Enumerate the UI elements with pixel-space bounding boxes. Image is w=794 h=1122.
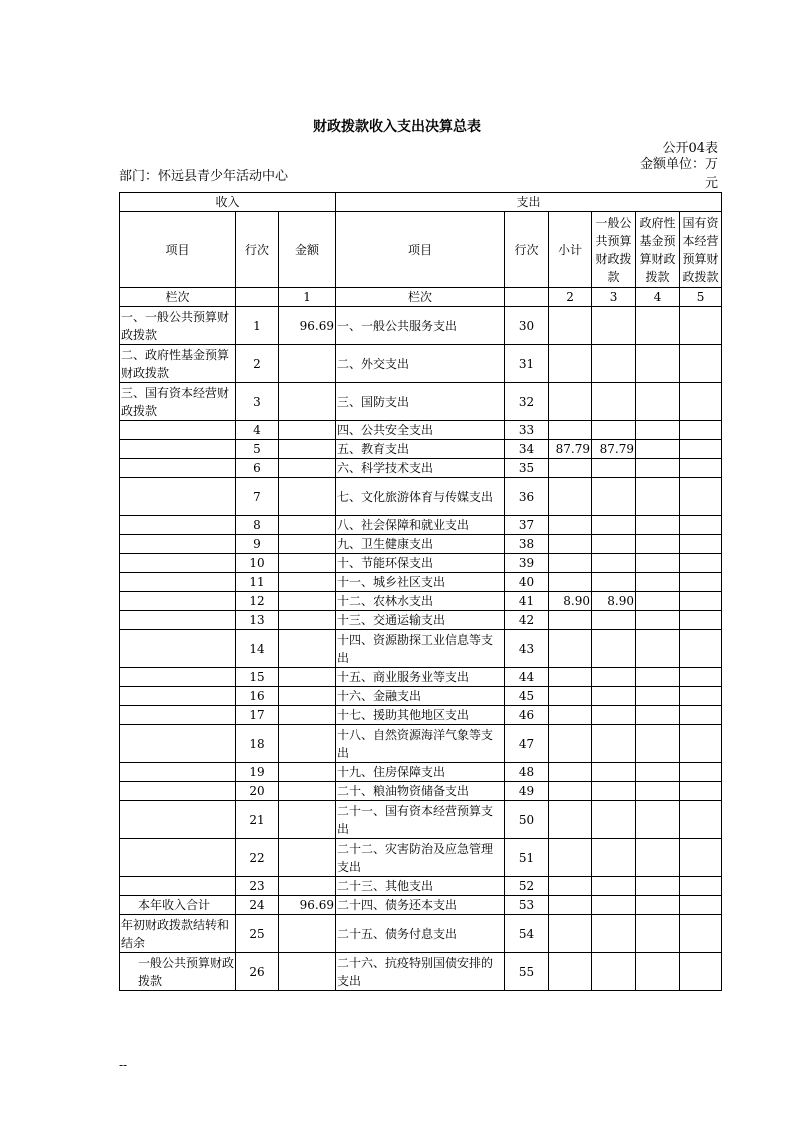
income-row-no-cell: 4 <box>236 421 279 440</box>
general-budget-cell <box>592 915 636 953</box>
state-capital-cell <box>680 801 722 839</box>
subtotal-cell <box>549 953 592 991</box>
income-row-no-cell: 10 <box>236 554 279 573</box>
gov-fund-cell <box>636 953 680 991</box>
subtotal-cell <box>549 896 592 915</box>
expense-row-no-cell: 52 <box>505 877 549 896</box>
state-capital-cell <box>680 592 722 611</box>
table-row <box>120 345 722 383</box>
general-budget-cell <box>592 725 636 763</box>
income-item-cell: 本年收入合计 <box>120 896 236 915</box>
state-capital-cell <box>680 478 722 516</box>
expense-row-no-cell: 48 <box>505 763 549 782</box>
fiscal-summary-table <box>119 192 722 991</box>
income-item-cell <box>120 478 236 516</box>
income-amount-cell <box>279 801 336 839</box>
expense-row-no-cell: 32 <box>505 383 549 421</box>
subtotal-cell <box>549 668 592 687</box>
subtotal-cell <box>549 763 592 782</box>
income-row-no-cell: 6 <box>236 459 279 478</box>
expense-item-cell: 十一、城乡社区支出 <box>336 573 505 592</box>
subtotal-cell <box>549 535 592 554</box>
general-budget-cell <box>592 801 636 839</box>
table-row <box>120 307 722 345</box>
expense-item-cell: 二十二、灾害防治及应急管理支出 <box>336 839 505 877</box>
income-amount-cell: 96.69 <box>279 307 336 345</box>
general-budget-cell <box>592 630 636 668</box>
expense-row-no-cell: 45 <box>505 687 549 706</box>
income-amount-cell <box>279 839 336 877</box>
general-budget-cell <box>592 307 636 345</box>
state-capital-cell <box>680 554 722 573</box>
subtotal-cell <box>549 345 592 383</box>
subtotal-cell <box>549 307 592 345</box>
expense-item-cell: 十七、援助其他地区支出 <box>336 706 505 725</box>
general-budget-cell <box>592 345 636 383</box>
income-item-cell <box>120 611 236 630</box>
general-budget-cell <box>592 478 636 516</box>
state-capital-cell <box>680 630 722 668</box>
income-amount-cell <box>279 459 336 478</box>
expense-row-no-cell: 37 <box>505 516 549 535</box>
income-row-no-cell: 5 <box>236 440 279 459</box>
income-amount-cell <box>279 516 336 535</box>
state-capital-cell <box>680 383 722 421</box>
unit-label: 金额单位：万元 <box>639 157 718 191</box>
income-row-no-cell: 20 <box>236 782 279 801</box>
general-budget-cell <box>592 896 636 915</box>
gov-fund-cell <box>636 573 680 592</box>
gov-fund-cell <box>636 706 680 725</box>
state-capital-cell <box>680 668 722 687</box>
expense-row-no-cell: 42 <box>505 611 549 630</box>
expense-row-no-cell: 34 <box>505 440 549 459</box>
income-item-cell: 年初财政拨款结转和结余 <box>120 915 236 953</box>
income-item-cell <box>120 687 236 706</box>
income-item-cell <box>120 706 236 725</box>
expense-item-cell: 十四、资源勘探工业信息等支出 <box>336 630 505 668</box>
table-row <box>120 592 722 611</box>
income-row-no-cell: 17 <box>236 706 279 725</box>
subtotal-cell <box>549 706 592 725</box>
col-general-budget: 一般公共预算财政拨款 <box>592 212 636 288</box>
general-budget-cell <box>592 421 636 440</box>
state-capital-cell <box>680 345 722 383</box>
subtotal-cell <box>549 383 592 421</box>
income-row-no-cell: 9 <box>236 535 279 554</box>
gov-fund-cell <box>636 763 680 782</box>
general-budget-cell <box>592 459 636 478</box>
subtotal-cell: 8.90 <box>549 592 592 611</box>
state-capital-cell <box>680 782 722 801</box>
income-row-no-cell: 16 <box>236 687 279 706</box>
gov-fund-cell <box>636 478 680 516</box>
gov-fund-cell <box>636 421 680 440</box>
table-row <box>120 383 722 421</box>
income-row-no-cell: 14 <box>236 630 279 668</box>
income-amount-cell <box>279 630 336 668</box>
expense-row-no-cell: 54 <box>505 915 549 953</box>
general-budget-cell <box>592 668 636 687</box>
form-code: 公开04表 <box>662 141 718 156</box>
income-row-no-cell: 25 <box>236 915 279 953</box>
expense-item-cell: 十二、农林水支出 <box>336 592 505 611</box>
income-item-cell <box>120 782 236 801</box>
income-amount-cell: 96.69 <box>279 896 336 915</box>
expense-row-no-cell: 33 <box>505 421 549 440</box>
income-item-cell <box>120 668 236 687</box>
general-budget-cell <box>592 706 636 725</box>
table-row <box>120 801 722 839</box>
expense-item-cell: 二十三、其他支出 <box>336 877 505 896</box>
income-item-cell <box>120 839 236 877</box>
state-capital-cell <box>680 307 722 345</box>
income-amount-cell <box>279 535 336 554</box>
income-amount-cell <box>279 687 336 706</box>
table-row <box>120 611 722 630</box>
state-capital-cell <box>680 421 722 440</box>
income-amount-cell <box>279 953 336 991</box>
income-row-no-cell: 8 <box>236 516 279 535</box>
general-budget-cell <box>592 535 636 554</box>
expense-row-no-cell: 40 <box>505 573 549 592</box>
empty-cell <box>236 288 279 307</box>
expense-item-cell: 三、国防支出 <box>336 383 505 421</box>
income-row-no-cell: 15 <box>236 668 279 687</box>
subtotal-cell <box>549 459 592 478</box>
income-item-cell <box>120 630 236 668</box>
state-capital-cell <box>680 915 722 953</box>
expense-item-cell: 二十一、国有资本经营预算支出 <box>336 801 505 839</box>
income-amount-cell <box>279 440 336 459</box>
general-budget-cell <box>592 516 636 535</box>
footer-mark: -- <box>119 1058 128 1072</box>
subtotal-cell <box>549 554 592 573</box>
income-item-cell <box>120 440 236 459</box>
income-item-cell <box>120 801 236 839</box>
state-capital-cell <box>680 516 722 535</box>
income-item-cell <box>120 763 236 782</box>
income-item-cell <box>120 554 236 573</box>
income-row-no-cell: 2 <box>236 345 279 383</box>
empty-cell <box>505 288 549 307</box>
table-row <box>120 839 722 877</box>
gov-fund-cell <box>636 345 680 383</box>
expense-item-cell: 二、外交支出 <box>336 345 505 383</box>
table-row <box>120 896 722 915</box>
subtotal-cell <box>549 839 592 877</box>
income-item-cell <box>120 877 236 896</box>
income-amount-cell <box>279 763 336 782</box>
table-row <box>120 440 722 459</box>
state-capital-cell <box>680 725 722 763</box>
income-row-no-cell: 24 <box>236 896 279 915</box>
gov-fund-cell <box>636 535 680 554</box>
income-amount-cell <box>279 706 336 725</box>
state-capital-cell <box>680 611 722 630</box>
gov-fund-cell <box>636 687 680 706</box>
general-budget-cell <box>592 573 636 592</box>
expense-item-cell: 十三、交通运输支出 <box>336 611 505 630</box>
table-row <box>120 554 722 573</box>
general-budget-cell <box>592 611 636 630</box>
subtotal-cell <box>549 421 592 440</box>
expense-item-cell: 十六、金融支出 <box>336 687 505 706</box>
expense-row-no-cell: 38 <box>505 535 549 554</box>
subtotal-cell <box>549 630 592 668</box>
income-item-cell <box>120 592 236 611</box>
table-row <box>120 782 722 801</box>
expense-item-cell: 十八、自然资源海洋气象等支出 <box>336 725 505 763</box>
gov-fund-cell <box>636 516 680 535</box>
expense-row-no-cell: 36 <box>505 478 549 516</box>
expense-row-no-cell: 44 <box>505 668 549 687</box>
gov-fund-cell <box>636 877 680 896</box>
subtotal-cell <box>549 782 592 801</box>
general-budget-cell <box>592 782 636 801</box>
column-index-label-left: 栏次 <box>120 288 236 307</box>
income-item-cell: 一般公共预算财政拨款 <box>120 953 236 991</box>
income-amount-cell <box>279 725 336 763</box>
gov-fund-cell <box>636 915 680 953</box>
subtotal-cell <box>549 915 592 953</box>
general-budget-cell <box>592 763 636 782</box>
gov-fund-cell <box>636 896 680 915</box>
expense-row-no-cell: 47 <box>505 725 549 763</box>
expense-row-no-cell: 53 <box>505 896 549 915</box>
income-item-cell <box>120 421 236 440</box>
col-income-item: 项目 <box>120 212 236 288</box>
expense-item-cell: 九、卫生健康支出 <box>336 535 505 554</box>
income-amount-cell <box>279 383 336 421</box>
subtotal-cell <box>549 725 592 763</box>
gov-fund-cell <box>636 592 680 611</box>
income-header: 收入 <box>120 193 336 212</box>
col-state-capital: 国有资本经营预算财政拨款 <box>680 212 722 288</box>
column-index-5: 5 <box>680 288 722 307</box>
col-expense-row-no: 行次 <box>505 212 549 288</box>
expense-row-no-cell: 39 <box>505 554 549 573</box>
column-index-1: 1 <box>279 288 336 307</box>
col-expense-item: 项目 <box>336 212 505 288</box>
general-budget-cell <box>592 839 636 877</box>
col-gov-fund: 政府性基金预算财政拨款 <box>636 212 680 288</box>
income-item-cell <box>120 725 236 763</box>
gov-fund-cell <box>636 668 680 687</box>
general-budget-cell <box>592 687 636 706</box>
expense-item-cell: 二十五、债务付息支出 <box>336 915 505 953</box>
column-index-2: 2 <box>549 288 592 307</box>
gov-fund-cell <box>636 383 680 421</box>
expense-item-cell: 二十六、抗疫特别国债安排的支出 <box>336 953 505 991</box>
income-item-cell: 一、一般公共预算财政拨款 <box>120 307 236 345</box>
general-budget-cell <box>592 383 636 421</box>
table-row <box>120 725 722 763</box>
expense-row-no-cell: 41 <box>505 592 549 611</box>
expense-item-cell: 八、社会保障和就业支出 <box>336 516 505 535</box>
income-item-cell <box>120 516 236 535</box>
income-row-no-cell: 26 <box>236 953 279 991</box>
expense-item-cell: 十九、住房保障支出 <box>336 763 505 782</box>
table-row <box>120 459 722 478</box>
expense-row-no-cell: 43 <box>505 630 549 668</box>
income-row-no-cell: 7 <box>236 478 279 516</box>
income-amount-cell <box>279 611 336 630</box>
gov-fund-cell <box>636 307 680 345</box>
expense-row-no-cell: 46 <box>505 706 549 725</box>
income-item-cell <box>120 459 236 478</box>
table-row <box>120 516 722 535</box>
col-income-amount: 金额 <box>279 212 336 288</box>
subtotal-cell <box>549 877 592 896</box>
table-row <box>120 573 722 592</box>
table-row <box>120 763 722 782</box>
general-budget-cell <box>592 953 636 991</box>
expense-item-cell: 十、节能环保支出 <box>336 554 505 573</box>
expense-item-cell: 十五、商业服务业等支出 <box>336 668 505 687</box>
income-row-no-cell: 1 <box>236 307 279 345</box>
expense-item-cell: 四、公共安全支出 <box>336 421 505 440</box>
income-item-cell <box>120 535 236 554</box>
income-amount-cell <box>279 782 336 801</box>
gov-fund-cell <box>636 611 680 630</box>
col-subtotal: 小计 <box>549 212 592 288</box>
gov-fund-cell <box>636 839 680 877</box>
state-capital-cell <box>680 687 722 706</box>
table-row <box>120 630 722 668</box>
table-row <box>120 953 722 991</box>
subtotal-cell <box>549 478 592 516</box>
state-capital-cell <box>680 706 722 725</box>
expense-row-no-cell: 51 <box>505 839 549 877</box>
expense-item-cell: 二十四、债务还本支出 <box>336 896 505 915</box>
table-row <box>120 478 722 516</box>
expense-item-cell: 五、教育支出 <box>336 440 505 459</box>
table-row <box>120 421 722 440</box>
income-amount-cell <box>279 421 336 440</box>
gov-fund-cell <box>636 459 680 478</box>
income-row-no-cell: 11 <box>236 573 279 592</box>
expense-row-no-cell: 35 <box>505 459 549 478</box>
state-capital-cell <box>680 877 722 896</box>
expense-item-cell: 六、科学技术支出 <box>336 459 505 478</box>
income-amount-cell <box>279 592 336 611</box>
subtotal-cell <box>549 687 592 706</box>
subtotal-cell <box>549 801 592 839</box>
table-row <box>120 687 722 706</box>
table-row <box>120 668 722 687</box>
table-row <box>120 706 722 725</box>
expense-row-no-cell: 49 <box>505 782 549 801</box>
income-row-no-cell: 13 <box>236 611 279 630</box>
state-capital-cell <box>680 440 722 459</box>
income-amount-cell <box>279 877 336 896</box>
general-budget-cell: 87.79 <box>592 440 636 459</box>
expense-item-cell: 七、文化旅游体育与传媒支出 <box>336 478 505 516</box>
table-row <box>120 877 722 896</box>
subtotal-cell: 87.79 <box>549 440 592 459</box>
income-item-cell <box>120 573 236 592</box>
gov-fund-cell <box>636 725 680 763</box>
col-income-row-no: 行次 <box>236 212 279 288</box>
income-row-no-cell: 12 <box>236 592 279 611</box>
gov-fund-cell <box>636 782 680 801</box>
general-budget-cell <box>592 877 636 896</box>
state-capital-cell <box>680 953 722 991</box>
general-budget-cell <box>592 554 636 573</box>
income-amount-cell <box>279 668 336 687</box>
department-label: 部门：怀远县青少年活动中心 <box>119 169 289 184</box>
gov-fund-cell <box>636 801 680 839</box>
table-row <box>120 915 722 953</box>
income-item-cell: 三、国有资本经营财政拨款 <box>120 383 236 421</box>
column-index-label-right: 栏次 <box>336 288 505 307</box>
expense-header: 支出 <box>336 193 722 212</box>
gov-fund-cell <box>636 630 680 668</box>
expense-row-no-cell: 31 <box>505 345 549 383</box>
expense-row-no-cell: 50 <box>505 801 549 839</box>
state-capital-cell <box>680 896 722 915</box>
income-row-no-cell: 23 <box>236 877 279 896</box>
subtotal-cell <box>549 516 592 535</box>
income-row-no-cell: 22 <box>236 839 279 877</box>
income-row-no-cell: 19 <box>236 763 279 782</box>
income-row-no-cell: 21 <box>236 801 279 839</box>
subtotal-cell <box>549 611 592 630</box>
income-amount-cell <box>279 345 336 383</box>
expense-item-cell: 二十、粮油物资储备支出 <box>336 782 505 801</box>
state-capital-cell <box>680 763 722 782</box>
income-row-no-cell: 3 <box>236 383 279 421</box>
general-budget-cell: 8.90 <box>592 592 636 611</box>
subtotal-cell <box>549 573 592 592</box>
column-index-3: 3 <box>592 288 636 307</box>
state-capital-cell <box>680 839 722 877</box>
column-index-4: 4 <box>636 288 680 307</box>
state-capital-cell <box>680 535 722 554</box>
table-row <box>120 535 722 554</box>
income-amount-cell <box>279 915 336 953</box>
page-title: 财政拨款收入支出决算总表 <box>313 119 481 135</box>
income-amount-cell <box>279 478 336 516</box>
expense-row-no-cell: 55 <box>505 953 549 991</box>
expense-item-cell: 一、一般公共服务支出 <box>336 307 505 345</box>
state-capital-cell <box>680 459 722 478</box>
expense-row-no-cell: 30 <box>505 307 549 345</box>
income-row-no-cell: 18 <box>236 725 279 763</box>
income-item-cell: 二、政府性基金预算财政拨款 <box>120 345 236 383</box>
state-capital-cell <box>680 573 722 592</box>
income-amount-cell <box>279 573 336 592</box>
gov-fund-cell <box>636 554 680 573</box>
gov-fund-cell <box>636 440 680 459</box>
income-amount-cell <box>279 554 336 573</box>
